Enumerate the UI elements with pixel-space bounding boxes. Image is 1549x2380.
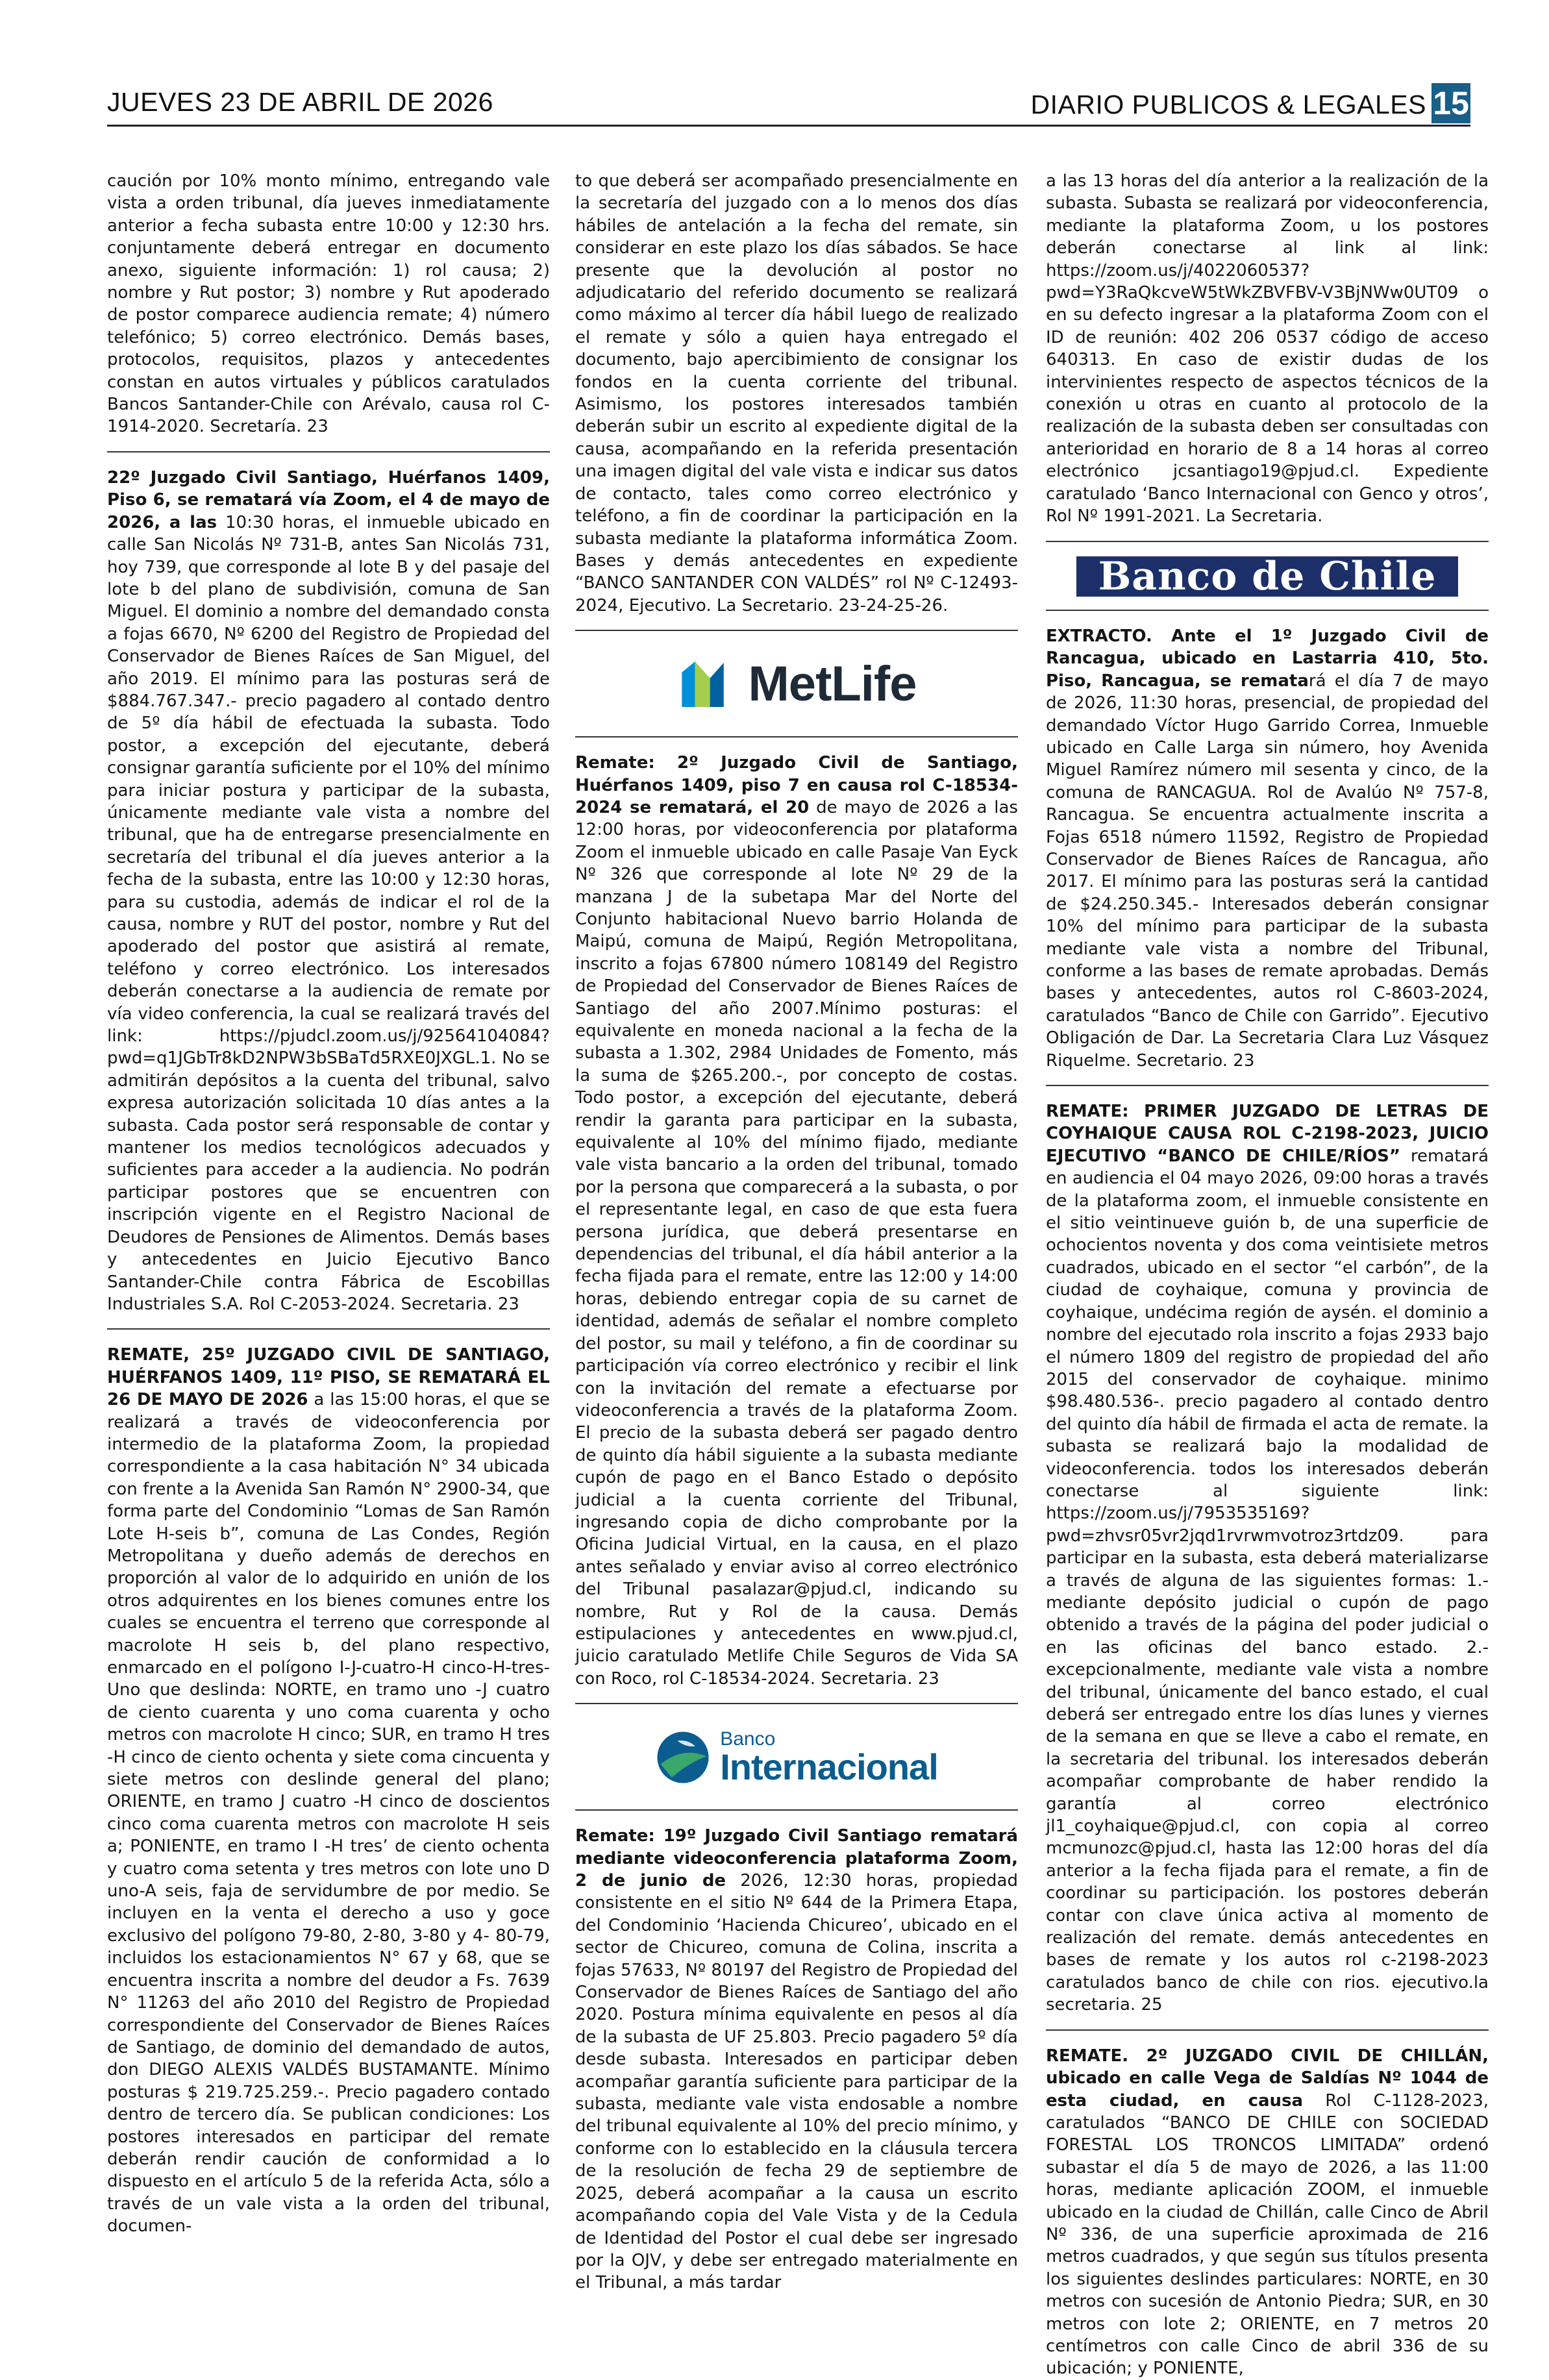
notice-divider [575, 736, 1018, 738]
notice-25-juzgado [107, 1344, 550, 2237]
notice-heading: EXTRACTO. Ante el 1º Juzgado Civil de Rancagua, ubicado en Lastarria 410, 5to. Piso, Rancagua, se remata [1046, 626, 1489, 691]
notice-continuation: to que deberá ser acompañado presencialmente en la secretaría del juzgado con a lo menos dos días hábiles de antelación a la fecha del remate, sin considerar en este plazo los días sábados. Se hace presente que la devolución al postor no adjudicatario del referido documento se realizará como máximo al tercer día hábil luego de realizado el remate y sólo a quien haya entregado el documento, bajo apercibimiento de consignar los fondos en la cuenta corriente del tribunal. Asimismo, los postores interesados también deberán subir un escrito al expediente digital de la causa, acompañando en la referida presentación una imagen digital del vale vista e indicar sus datos de contacto, tales como correo electrónico y teléfono, a fin de coordinar la participación en la subasta mediante la plataforma informática Zoom. Bases y demás antecedentes en expediente “BANCO SANTANDER CON VALDÉS” rol Nº C-12493-2024, Ejecutivo. La Secretario. 23-24-25-26. [575, 171, 1018, 615]
notice-rancagua [1046, 625, 1489, 1072]
metlife-logo [575, 645, 1018, 723]
metlife-wordmark: MetLife [748, 656, 917, 712]
notice-body: Rol C-1128-2023, caratulados “BANCO DE CHILE con SOCIEDAD FORESTAL LOS TRONCOS LIMITADA” ordenó subastar el día 5 de mayo de 2026, a las 11:00 horas, mediante aplicación ZOOM, el inmueble ubicado en la ciudad de Chillán, calle Cinco de Abril Nº 336, de una superficie aproximada de 216 metros cuadrados, y que según sus títulos presenta los siguientes deslindes particulares: NORTE, en 30 metros con sucesión de Antonio Piedra; SUR, en 30 metros con lote 2; ORIENTE, en 7 metros 20 centímetros con calle Cinco de abril 336 de su ubicación; y PONIENTE, [1046, 2090, 1489, 2379]
banco-de-chile-logo [1046, 553, 1489, 599]
banco-internacional-word-banco: Banco [720, 1728, 776, 1750]
notice-22-juzgado [107, 467, 550, 1315]
notice-divider [575, 1703, 1018, 1704]
column-1 [107, 170, 550, 2248]
notice-heading: REMATE, 25º JUZGADO CIVIL DE SANTIAGO, HUÉRFANOS 1409, 11º PISO, SE REMATARÁ EL 26 DE MAYO DE 2026 [107, 1345, 550, 1410]
notice-divider [1046, 610, 1489, 611]
notice-body: a las 15:00 horas, el que se realizará a través de videoconferencia por intermedio de la plataforma Zoom, la propiedad correspondiente a la casa habitación N° 34 ubicada con frente a la Avenida San Ramón N° 2900-34, que forma parte del Condominio “Lomas de San Ramón Lote H-seis b”, comuna de Las Condes, Región Metropolitana y dueño además de derechos en proporción al valor de lo adquirido en unión de los otros adquirentes en los bienes comunes entre los cuales se encuentra el terreno que corresponde al macrolote H seis b, del plano respectivo, enmarcado en el polígono I-J-cuatro-H cinco-H-tres-Uno que deslinda: NORTE, en tramo uno -J cuatro de ciento cuarenta y uno coma cuarenta y ocho metros con macrolote H cinco; SUR, en tramo H tres -H cinco de ciento ochenta y siete coma cincuenta y siete metros con deslinde general del plano; ORIENTE, en tramo J cuatro -H cinco de doscientos cinco coma cuarenta metros con macrolote H seis a; PONIENTE, en tramo I -H tres’ de ciento ochenta y cuatro coma setenta y tres metros con lote uno D uno-A seis, faja de servidumbre de por medio. Se incluyen en la venta el derecho a uso y goce exclusivo del polígono 79-80, 2-80, 3-80 y 4- 80-79, incluidos los estacionamientos N° 67 y 68, que se encuentra inscrita a nombre del deudor a Fs. 7639 N° 11263 del año 2010 del Registro de Propiedad correspondiente del Conservador de Bienes Raíces de Santiago, de dominio del demandado de autos, don DIEGO ALEXIS VALDÉS BUSTAMANTE. Mínimo posturas $ 219.725.259.-. Precio pagadero contado dentro de tercero día. Se publican condiciones: Los postores interesados en participar del remate deberán rendir caución de conformidad a lo dispuesto en el artículo 5 de la referida Acta, sólo a través de un vale vista a la orden del tribunal, documen- [107, 1390, 550, 2237]
notice-coyhaique [1046, 1100, 1489, 2016]
notice-heading: Remate: 2º Juzgado Civil de Santiago, Huérfanos 1409, piso 7 en causa rol C-18534-2024 se rematará, el 20 [575, 753, 1018, 817]
notice-body: rematará en audiencia el 04 mayo 2026, 09:00 horas a través de la plataforma zoom, el inmueble consistente en el sitio veintinueve guión b, de una superficie de ochocientos noventa y dos coma veintisiete metros cuadrados, ubicado en el sector “el carbón”, de la ciudad de coyhaique, comuna y provincia de coyhaique, undécima región de aysén. el dominio a nombre del ejecutado rola inscrito a fojas 2933 bajo el número 1809 del registro de propiedad del año 2015 del conservador de coyhaique. minimo $98.480.536-. precio pagadero al contado dentro del quinto día hábil de firmada el acta de remate. la subasta se realizará bajo la modalidad de videoconferencia. todos los interesados deberán conectarse al siguiente link: https://zoom.us/j/7953535169?pwd=zhvsr05vr2jqd1rvrwmvotroz3rtdz09. para participar en la subasta, esta deberá materializarse a través de alguna de las siguientes formas: 1.- mediante depósito judicial o cupón de pago obtenido a través de la página del poder judicial o en las oficinas del banco estado. 2.- excepcionalmente, mediante vale vista a nombre del tribunal, únicamente del banco estado, el cual deberá ser entregado entre los días lunes y viernes de la semana en que se lleve a cabo el remate, en la secretaria del tribunal. los interesados deberán acompañar comprobante de haber rendido la garantía al correo electrónico jl1_coyhaique@pjud.cl, con copia al correo mcmunozc@pjud.cl, hasta las 12:00 horas del día anterior a la fecha fijada para el remate, a fin de coordinar su participación. los postores deberán contar con clave única activa al momento de realización del remate. demás antecedentes en bases de remate y los autos rol c-2198-2023 caratulados banco de chile con rios. ejecutivo.la secretaria. 25 [1046, 1146, 1489, 2015]
notice-19-juzgado [575, 1825, 1018, 2294]
page-number: 15 [1431, 83, 1470, 123]
banco-internacional-wordmark [720, 1728, 938, 1788]
notice-body: 10:30 horas, el inmueble ubicado en calle San Nicolás Nº 731-B, antes San Nicolás 731, hoy 739, que corresponde al lote B y del pasaje del lote b del plano de subdivisión, comuna de San Miguel. El dominio a nombre del demandado consta a fojas 6670, Nº 6200 del Registro de Propiedad del Conservador de Bienes Raíces de San Miguel, del año 2019. El mínimo para las posturas será de $884.767.347.- precio pagadero al contado dentro de 5º día hábil de efectuada la subasta. Todo postor, a excepción del ejecutante, deberá consignar garantía suficiente por el 10% del mínimo para iniciar postura y participar de la subasta, únicamente mediante vale vista a nombre del tribunal, que ha de entregarse presencialmente en secretaría del tribunal el día jueves anterior a la fecha de la subasta, entre las 10:00 y 12:30 horas, para su custodia, además de indicar el rol de la causa, nombre y RUT del postor, nombre y Rut del apoderado del postor que asistirá al remate, teléfono y correo electrónico. Los interesados deberán conectarse a la audiencia de remate por vía video conferencia, la cual se realizará través del link: https://pjudcl.zoom.us/j/92564104084?pwd=q1JGbTr8kD2NPW3bSBaTd5RXE0JXGL.1. No se admitirán depósitos a la cuenta del tribunal, salvo expresa autorización solicitada 10 días antes a la subasta. Cada postor será responsable de contar y mantener los medios tecnológicos adecuados y suficientes para acceder a la audiencia. No podrán participar postores que se encuentren con inscripción vigente en el Registro Nacional de Deudores de Pensiones de Alimentos. Demás bases y antecedentes en Juicio Ejecutivo Banco Santander-Chile contra Fábrica de Escobillas Industriales S.A. Rol C-2053-2024. Secretaria. 23 [107, 512, 550, 1314]
publication-name: DIARIO PUBLICOS & LEGALES [1030, 90, 1426, 119]
notice-divider [1046, 541, 1489, 542]
notice-continuation: a las 13 horas del día anterior a la realización de la subasta. Subasta se realizará por videoconferencia, mediante la plataforma Zoom, u los postores deberán conectarse al link al link: https://zoom.us/j/4022060537?pwd=Y3RaQkcveW5tWkZBVFBV-V3BjNWw0UT09 o en su defecto ingresar a la plataforma Zoom con el ID de reunión: 402 206 0537 código de acceso 640313. En caso de existir dudas de los intervinientes respecto de aspectos técnicos de la conexión u otras en cuanto al protocolo de la realización de la subasta deben ser consultadas con anterioridad en horario de 8 a 14 horas al correo electrónico jcsantiago19@pjud.cl. Expediente caratulado ‘Banco Internacional con Genco y otros’, Rol Nº 1991-2021. La Secretaria. [1046, 171, 1489, 527]
notice-body: 2026, 12:30 horas, propiedad consistente en el sitio Nº 644 de la Primera Etapa, del Condominio ‘Hacienda Chicureo’, ubicado en el sector de Chicureo, comuna de Colina, inscrita a fojas 57633, Nº 80197 del Registro de Propiedad del Conservador de Bienes Raíces de Santiago del año 2020. Postura mínima equivalente en pesos al día de la subasta de UF 25.803. Precio pagadero 5º día desde subasta. Interesados en participar deben acompañar garantía suficiente para participar de la subasta, mediante vale vista endosable a nombre del tribunal equivalente al 10% del precio mínimo, y conforme con lo establecido en la cláusula tercera de la resolución de fecha 29 de septiembre de 2025, deberá acompañar a la causa un escrito acompañando copia del Vale Vista y de la Cedula de Identidad del Postor el cual debe ser ingresado por la OJV, y debe ser entregado materialmente en el Tribunal, a más tardar [575, 1871, 1018, 2293]
notice-chillan [1046, 2045, 1489, 2380]
banco-de-chile-wordmark: Banco de Chile [1076, 556, 1459, 597]
notice-2-juzgado [575, 752, 1018, 1690]
notice-body: rá el día 7 de mayo de 2026, 11:30 horas, presencial, de propiedad del demandado Víctor Hugo Garrido Correa, Inmueble ubicado en Calle Larga sin número, hoy Avenida Miguel Ramírez número mil sesenta y cinco, de la comuna de RANCAGUA. Rol de Avalúo Nº 757-8, Rancagua. Se encuentra actualmente inscrita a Fojas 6518 número 11592, Registro de Propiedad Conservador de Bienes Raíces de Rancagua, año 2017. El mínimo para las posturas será la cantidad de $24.250.345.- Interesados deberán consignar 10% del mínimo para participar de la subasta mediante vale vista a nombre del Tribunal, conforme a las bases de remate aprobadas. Demás bases y antecedentes, autos rol C-8603-2024, caratulados “Banco de Chile con Garrido”. Ejecutivo Obligación de Dar. La Secretaria Clara Luz Vásquez Riquelme. Secretario. 23 [1046, 671, 1489, 1071]
banco-internacional-globe-icon [655, 1729, 711, 1785]
notice-heading: REMATE. 2º JUZGADO CIVIL DE CHILLÁN, ubicado en calle Vega de Saldías Nº 1044 de esta ciudad, en causa [1046, 2046, 1489, 2111]
notice-divider [575, 1809, 1018, 1811]
column-2 [575, 170, 1018, 2293]
notice-divider [1046, 1085, 1489, 1086]
notice-heading: 22º Juzgado Civil Santiago, Huérfanos 1409, Piso 6, se rematará vía Zoom, el 4 de mayo de 2026, a las [107, 467, 550, 532]
column-3 [1046, 170, 1489, 2379]
notice-divider [107, 451, 550, 452]
notice-divider [575, 630, 1018, 631]
notice-divider [107, 1328, 550, 1330]
notice-continuation: caución por 10% monto mínimo, entregando vale vista a orden tribunal, día jueves inmediatamente anterior a fecha subasta entre 10:00 y 12:30 hrs. conjuntamente deberá entregar en documento anexo, siguiente información: 1) rol causa; 2) nombre y Rut postor; 3) nombre y Rut apoderado de postor comparece audiencia remate; 4) número telefónico; 5) correo electrónico. Demás bases, protocolos, requisitos, plazos y antecedentes constan en autos virtuales y públicos caratulados Bancos Santander-Chile con Arévalo, causa rol C-1914-2020. Secretaría. 23 [107, 171, 550, 437]
notice-body: de mayo de 2026 a las 12:00 horas, por videoconferencia por plataforma Zoom el inmueble ubicado en calle Pasaje Van Eyck Nº 326 que corresponde al lote Nº 29 de la manzana J de la subetapa Mar del Norte del Conjunto habitacional Nuevo barrio Holanda de Maipú, comuna de Maipú, Región Metropolitana, inscrito a fojas 67800 número 108149 del Registro de Propiedad del Conservador de Bienes Raíces de Santiago del año 2007.Mínimo posturas: el equivalente en moneda nacional a la fecha de la subasta a 1.302, 2984 Unidades de Fomento, más la suma de $265.200.-, por concepto de costas. Todo postor, a excepción del ejecutante, deberá rendir la garanta para participar en la subasta, equivalente al 10% del mínimo fijado, mediante vale vista bancario a la orden del tribunal, tomado por la persona que comparecerá a la subasta, o por el representante legal, en caso de que esta fuera persona jurídica, que deberá presentarse en dependencias del tribunal, el día hábil anterior a la fecha fijada para el remate, entre las 12:00 y 14:00 horas, debiendo entregar copia de su carnet de identidad, además de señalar el nombre completo del postor, su mail y teléfono, a fin de coordinar su participación vía correo electrónico y recibir el link con la invitación del remate a efectuarse por videoconferencia a través de la plataforma Zoom. El precio de la subasta deberá ser pagado dentro de quinto día hábil siguiente a la subasta mediante cupón de pago en el Banco Estado o depósito judicial a la cuenta corriente del Tribunal, ingresando copia de dicho comprobante por la Oficina Judicial Virtual, en la causa, en el plazo antes señalado y enviar aviso al correo electrónico del Tribunal pasalazar@pjud.cl, indicando su nombre, Rut y Rol de la causa. Demás estipulaciones y antecedentes en www.pjud.cl, juicio caratulado Metlife Chile Seguros de Vida SA con Roco, rol C-18534-2024. Secretaria. 23 [575, 797, 1018, 1689]
notice-heading: REMATE: PRIMER JUZGADO DE LETRAS DE COYHAIQUE CAUSA ROL C-2198-2023, JUICIO EJECUTIVO “BANCO DE CHILE/RÍOS” [1046, 1102, 1489, 1166]
notice-heading: Remate: 19º Juzgado Civil Santiago rematará mediante videoconferencia plataforma Zoom, 2 de junio de [575, 1826, 1018, 1890]
issue-date: JUEVES 23 DE ABRIL DE 2026 [107, 87, 493, 117]
metlife-mark-icon [677, 654, 737, 714]
notice-divider [1046, 2029, 1489, 2031]
masthead [107, 83, 1470, 127]
banco-internacional-word-internacional: Internacional [720, 1746, 938, 1788]
banco-internacional-logo [575, 1718, 1018, 1796]
